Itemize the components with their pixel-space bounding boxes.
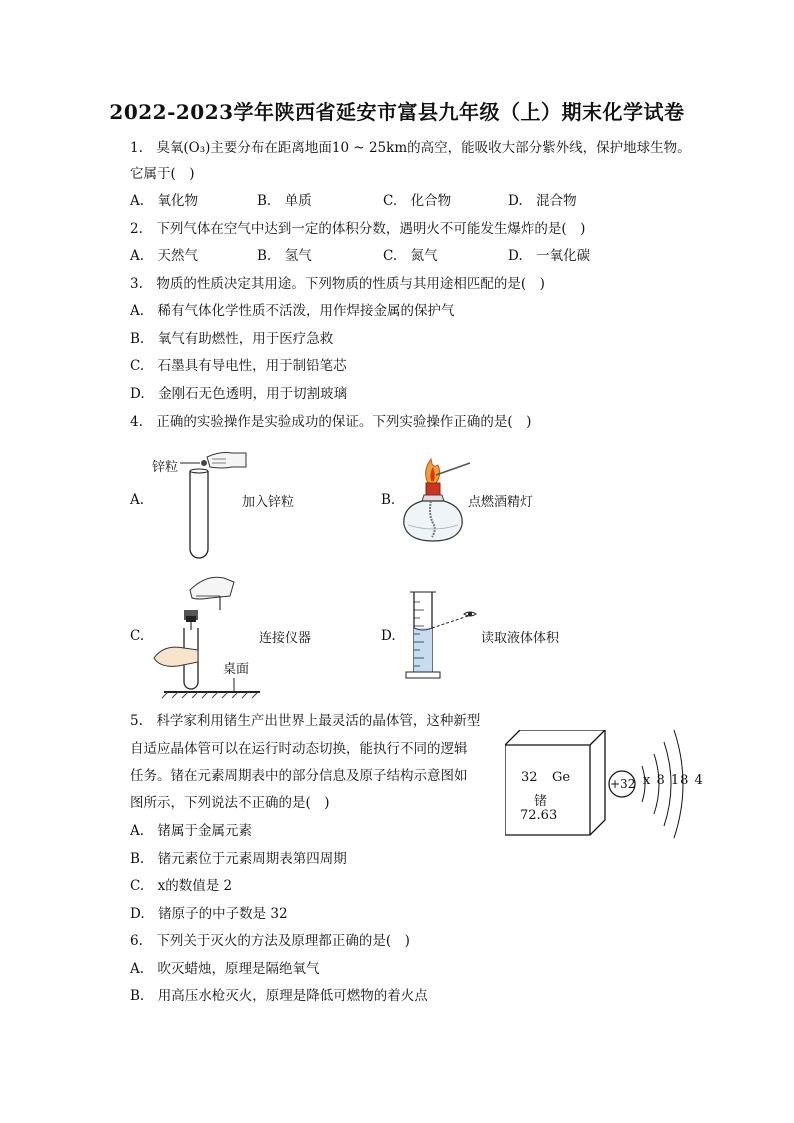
atom-electron-shells: x 8 18 4 [643, 773, 704, 788]
q3-option-b: B. 氧气有助燃性，用于医疗急救 [130, 331, 334, 347]
figure-c-connection-drawing [150, 570, 265, 700]
q5-option-a: A. 锗属于金属元素 [130, 823, 253, 839]
figure-c-label: 连接仪器 [259, 631, 312, 646]
element-atomic-number: 32 [521, 770, 538, 785]
element-name: 锗 [534, 794, 548, 809]
q2-option-d: D. 一氧化碳 [508, 248, 591, 264]
element-symbol: Ge [552, 770, 571, 785]
q4-option-c: C. [130, 628, 145, 644]
question-5-line-3: 任务。锗在元素周期表中的部分信息及原子结构示意图如 [130, 768, 468, 784]
q3-option-d: D. 金刚石无色透明，用于切割玻璃 [130, 386, 348, 402]
q1-option-b: B. 单质 [257, 193, 312, 209]
q2-option-c: C. 氮气 [383, 248, 438, 264]
page-title: 2022-2023学年陕西省延安市富县九年级（上）期末化学试卷 [109, 100, 685, 124]
q5-option-b: B. 锗元素位于元素周期表第四周期 [130, 851, 347, 867]
element-atomic-mass: 72.63 [520, 808, 558, 823]
q6-option-a: A. 吹灭蜡烛，原理是隔绝氧气 [130, 961, 320, 977]
q1-option-c: C. 化合物 [383, 193, 452, 209]
question-1-line-2: 它属于( ) [130, 166, 195, 182]
question-6-line-1: 6. 下列关于灭火的方法及原理都正确的是( ) [130, 933, 410, 949]
question-4-line-1: 4. 正确的实验操作是实验成功的保证。下列实验操作正确的是( ) [130, 414, 532, 430]
q5-option-c: C. x的数值是 2 [130, 878, 233, 894]
question-5-line-4: 图所示，下列说法不正确的是( ) [130, 795, 330, 811]
q1-option-a: A. 氧化物 [130, 193, 199, 209]
q3-option-c: C. 石墨具有导电性，用于制铅笔芯 [130, 358, 347, 374]
figure-d-graduated-cylinder-drawing [398, 590, 488, 682]
q4-option-a: A. [130, 492, 145, 508]
atom-nucleus-charge: +32 [610, 777, 636, 791]
element-card-box-drawing [505, 730, 615, 840]
figure-a-top-label: 锌粒 [152, 460, 179, 475]
question-5-line-1: 5. 科学家利用锗生产出世界上最灵活的晶体管，这种新型 [130, 713, 481, 729]
figure-a-label: 加入锌粒 [242, 495, 295, 510]
q3-option-a: A. 稀有气体化学性质不活泼，用作焊接金属的保护气 [130, 303, 455, 319]
q6-option-b: B. 用高压水枪灭火，原理是降低可燃物的着火点 [130, 988, 428, 1004]
figure-c-desk-label: 桌面 [223, 662, 250, 677]
question-2-line-1: 2. 下列气体在空气中达到一定的体积分数，遇明火不可能发生爆炸的是( ) [130, 221, 586, 237]
figure-b-alcohol-lamp-drawing [398, 455, 478, 547]
q4-option-b: B. [381, 492, 396, 508]
question-5-line-2: 自适应晶体管可以在运行时动态切换，能执行不同的逻辑 [130, 741, 468, 757]
figure-d-label: 读取液体体积 [481, 631, 560, 646]
question-3-line-1: 3. 物质的性质决定其用途。下列物质的性质与其用途相匹配的是( ) [130, 276, 545, 292]
q5-option-d: D. 锗原子的中子数是 32 [130, 906, 288, 922]
q1-option-d: D. 混合物 [508, 193, 577, 209]
q2-option-b: B. 氢气 [257, 248, 312, 264]
question-1-line-1: 1. 臭氧(O₃)主要分布在距离地面10 ~ 25km的高空，能吸收大部分紫外线，保护地球生物。 [130, 140, 691, 156]
q2-option-a: A. 天然气 [130, 248, 199, 264]
figure-b-label: 点燃酒精灯 [468, 495, 534, 510]
q4-option-d: D. [381, 628, 396, 644]
figure-a-test-tube-drawing [180, 445, 250, 560]
